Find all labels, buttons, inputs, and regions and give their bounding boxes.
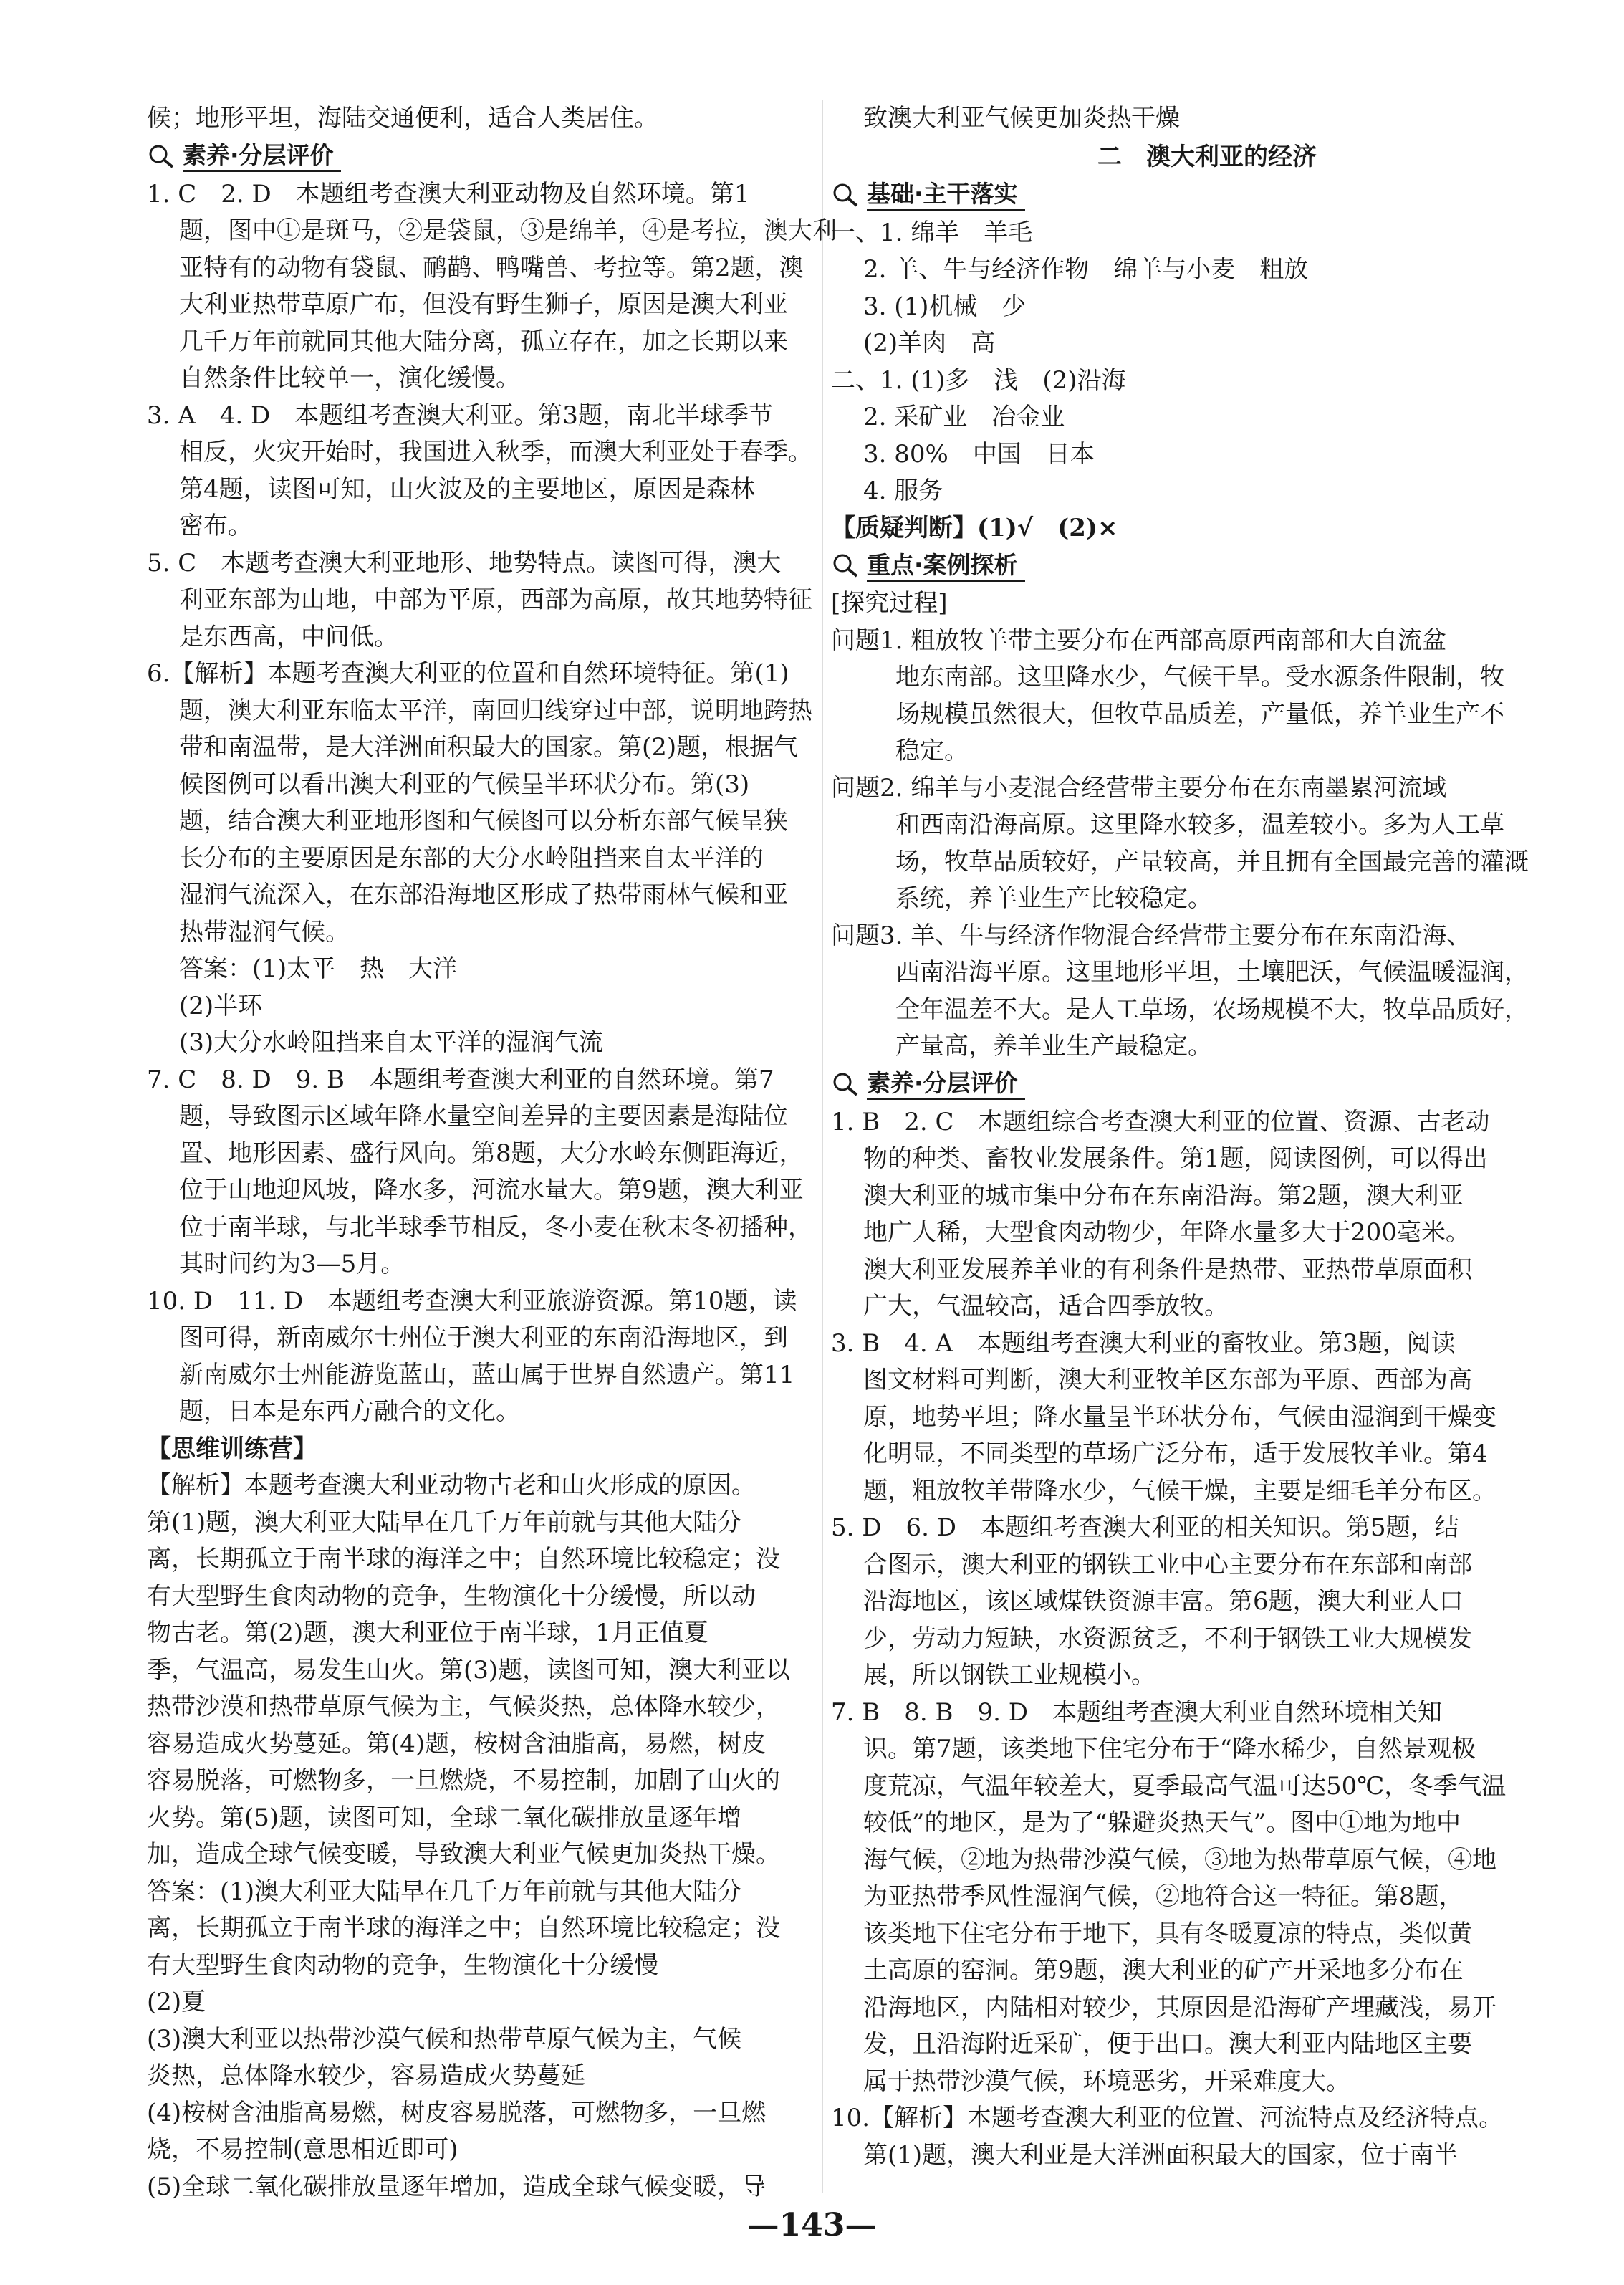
left-top-line: 候；地形平坦，海陆交通便利，适合人类居住。 xyxy=(147,104,658,133)
chapter-title: 二 澳大利亚的经济 xyxy=(1097,142,1317,171)
left-column xyxy=(147,100,899,2205)
explore-title: [探究过程] xyxy=(831,589,948,618)
answer-block-r7-9: 7. B 8. B 9. D 本题组考查澳大利亚自然环境相关知 识。第7题，该类地下住宅分布于“降水稀少，自然景观极 度荒凉，气温年较差大，夏季最高气温可达50℃，冬季气温 较低”的地区，是为了“躲避炎热天气”。图中①地为地中 海气候，②地为热带沙漠气候，③地为热带草原气候，④地 为亚热带季风性湿润气候，②地符合这一特征。第8题， 该类地下住宅分布于地下，具有冬暖夏凉的特点，类似黄 土高原的窑洞。第9题，澳大利亚的矿产开采地多分布在 沿海地区，内陆相对较少，其原因是沿海矿产埋藏浅，易开 发，且沿海附近采矿，便于出口。澳大利亚内陆地区主要 属于热带沙漠气候，环境恶劣，开采难度大。 xyxy=(831,1697,1507,2096)
magnifier-icon xyxy=(831,181,863,210)
thinking-camp-title: 【思维训练营】 xyxy=(147,1434,317,1463)
section-header-eval-right xyxy=(831,1065,1583,1104)
answer-line: 答案：(1)太平 热 大洋 xyxy=(179,954,458,983)
magnifier-icon xyxy=(831,1070,863,1099)
section-header-basic xyxy=(831,176,1583,215)
section-title: 素养·分层评价 xyxy=(183,141,341,172)
section-title: 基础·主干落实 xyxy=(867,180,1025,211)
answer-block-r10: 10.【解析】本题考查澳大利亚的位置、河流特点及经济特点。 第(1)题，澳大利亚是大洋洲面积最大的国家，位于南半 xyxy=(831,2104,1504,2170)
answer-block-7-9: 7. C 8. D 9. B 本题组考查澳大利亚的自然环境。第7 题，导致图示区域年降水量空间差异的主要因素是海陆位 置、地形因素、盛行风向。第8题，大分水岭东侧距海近， 位于山地迎风坡，降水多，河流水量大。第9题，澳大利亚 位于南半球，与北半球季节相反，冬小麦在秋末冬初播种， 其时间约为3—5月。 xyxy=(147,1065,812,1278)
magnifier-icon xyxy=(831,552,863,580)
thinking-camp-block: 【解析】本题考查澳大利亚动物古老和山火形成的原因。 第(1)题，澳大利亚大陆早在几千万年前就与其他大陆分 离，长期孤立于南半球的海洋之中；自然环境比较稳定；没 有大型野生食肉动物的竞争，生物演化十分缓慢，所以动 物古老。第(2)题，澳大利亚位于南半球，1月正值夏 季，气温高，易发生山火。第(3)题，读图可知，澳大利亚以 热带沙漠和热带草原气候为主，气候炎热，总体降水较少， 容易造成火势蔓延。第(4)题，桉树含油脂高，易燃，树皮 容易脱落，可燃物多，一旦燃烧，不易控制，加剧了山火的 火势。第(5)题，读图可知，全球二氧化碳排放量逐年增 加，造成全球气候变暖，导致澳大利亚气候更加炎热干燥。 答案：(1)澳大利亚大陆早在几千万年前就与其他大陆分 离，长期孤立于南半球的海洋之中；自然环境比较稳定；没 有大型野生食肉动物的竞争，生物演化十分缓慢 (2)夏 (3)澳大利亚以热带沙漠气候和热带草原气候为主，气候 炎热，总体降水较少，容易造成火势蔓延 (4)桉树含油脂高易燃，树皮容易脱落，可燃物多，一旦燃 烧，不易控制(意思相近即可) (5)全球二氧化碳排放量逐年增加，造成全球气候变暖，导 xyxy=(147,1467,899,2205)
section-header-key xyxy=(831,547,1583,585)
magnifier-icon xyxy=(147,143,178,171)
basic-answers: 一、1. 绵羊 羊毛 2. 羊、牛与经济作物 绵羊与小麦 粗放 3. (1)机械 少 (2)羊肉 高 二、1. (1)多 浅 (2)沿海 2. 采矿业 冶金业 3. 80% 中国 日本 4. 服务 xyxy=(831,218,1309,505)
answer-block-r5-6: 5. D 6. D 本题组考查澳大利亚的相关知识。第5题，结 合图示，澳大利亚的钢铁工业中心主要分布在东部和南部 沿海地区，该区域煤铁资源丰富。第6题，澳大利亚人口 少，劳动力短缺，水资源贫乏，不利于钢铁工业大规模发 展，所以钢铁工业规模小。 xyxy=(831,1513,1472,1690)
answer-block-3-4: 3. A 4. D 本题组考查澳大利亚。第3题，南北半球季节 相反，火灾开始时，我国进入秋季，而澳大利亚处于春季。 第4题，读图可知，山火波及的主要地区，原因是森林 密布。 xyxy=(147,401,812,540)
answer-line: 答案：(1)澳大利亚大陆早在几千万年前就与其他大陆分 xyxy=(147,1877,742,1906)
section-title: 素养·分层评价 xyxy=(867,1069,1025,1100)
answer-block-1-2: 1. C 2. D 本题组考查澳大利亚动物及自然环境。第1 题，图中①是斑马，②是袋鼠，③是绵羊，④是考拉，澳大利 亚特有的动物有袋鼠、鸸鹋、鸭嘴兽、考拉等。第2题，澳 大利亚热带草原广布，但没有野生狮子，原因是澳大利亚 几千万年前就同其他大陆分离，孤立存在，加之长期以来 自然条件比较单一，演化缓慢。 xyxy=(147,179,837,393)
answer-block-5: 5. C 本题考查澳大利亚地形、地势特点。读图可得，澳大 利亚东部为山地，中部为平原，西部为高原，故其地势特征 是东西高，中间低。 xyxy=(147,548,812,651)
page-number: —143— xyxy=(747,2207,877,2243)
judge-line: 【质疑判断】(1)√ (2)× xyxy=(831,513,1118,542)
answer-block-r1-2: 1. B 2. C 本题组综合考查澳大利亚的位置、资源、古老动 物的种类、畜牧业发展条件。第1题，阅读图例，可以得出 澳大利亚的城市集中分布在东南沿海。第2题，澳大利亚 地广人稀，大型食肉动物少，年降水量多大于200毫米。 澳大利亚发展养羊业的有利条件是热带、亚热带草原面积 广大，气温较高，适合四季放牧。 xyxy=(831,1107,1490,1321)
answer-block-6: 6.【解析】本题考查澳大利亚的位置和自然环境特征。第(1) 题，澳大利亚东临太平洋，南回归线穿过中部，说明地跨热 带和南温带，是大洋洲面积最大的国家。第(2)题，根据气 候图例可以看出澳大利亚的气候呈半环状分布。第(3) 题，结合澳大利亚地形图和气候图可以分析东部气候呈狭 长分布的主要原因是东部的大分水岭阻挡来自太平洋的 湿润气流深入，在东部沿海地区形成了热带雨林气候和亚 热带湿润气候。 答案：(1)太平 热 大洋 (2)半环 (3)大分水岭阻挡来自太平洋的湿润气流 xyxy=(147,656,899,1062)
answer-block-r3-4: 3. B 4. A 本题组考查澳大利亚的畜牧业。第3题，阅读 图文材料可判断，澳大利亚牧羊区东部为平原、西部为高 原，地势平坦；降水量呈半环状分布，气候由湿润到干燥变 化明显，不同类型的草场广泛分布，适于发展牧羊业。第4 题，粗放牧羊带降水少，气候干燥，主要是细毛羊分布区。 xyxy=(831,1328,1496,1505)
section-header-eval-left xyxy=(147,138,899,176)
explore-block: 问题1. 粗放牧羊带主要分布在西部高原西南部和大自流盆 地东南部。这里降水少，气候干旱。受水源条件限制，牧 场规模虽然很大，但牧草品质差，产量低，养羊业生产不 稳定。 问题2. 绵羊与小麦混合经营带主要分布在东南墨累河流域 和西南沿海高原。这里降水较多，温差较小。多为人工草 场，牧草品质较好，产量较高，并且拥有全国最完善的灌溉 系统，养羊业生产比较稳定。 问题3. 羊、牛与经济作物混合经营带主要分布在东南沿海、 西南沿海平原。这里地形平坦，土壤肥沃，气候温暖湿润， 全年温差不大。是人工草场，农场规模不大，牧草品质好， 产量高，养羊业生产最稳定。 xyxy=(831,626,1529,1060)
answer-block-10-11: 10. D 11. D 本题组考查澳大利亚旅游资源。第10题，读 图可得，新南威尔士州位于澳大利亚的东南沿海地区，到 新南威尔士州能游览蓝山，蓝山属于世界自然遗产。第11 题，日本是东西方融合的文化。 xyxy=(147,1286,797,1426)
right-column xyxy=(831,100,1583,2174)
section-title: 重点·案例探析 xyxy=(867,551,1025,582)
right-top-line: 致澳大利亚气候更加炎热干燥 xyxy=(863,104,1180,133)
